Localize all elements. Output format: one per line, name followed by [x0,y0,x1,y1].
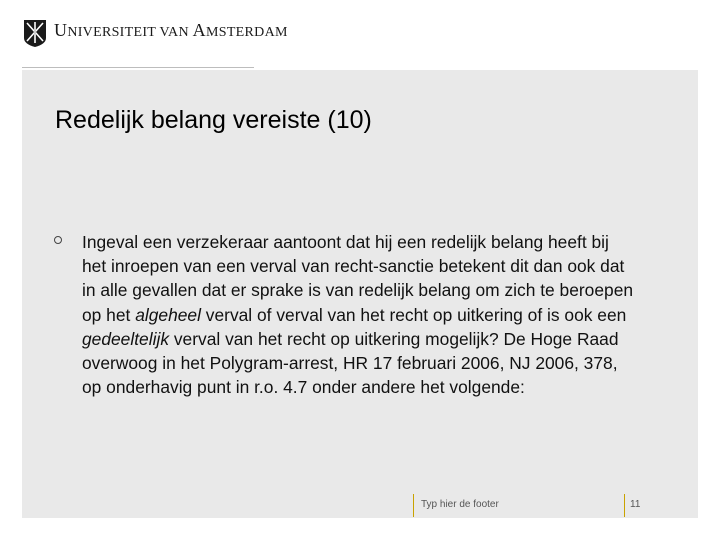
organization-name: UNIVERSITEIT VAN AMSTERDAM [54,20,288,40]
footer-divider-right [624,494,625,517]
header-divider [22,67,254,68]
bullet-text: Ingeval een verzekeraar aantoont dat hij een redelijk belang heeft bij het inroepen van een verval van recht-sanctie betekent dit dan ook dat in alle gevallen dat er sprake is van redelijk belang om zich te beroepen op het algeheel verval of verval van het recht op uitkering of is ook een gedeeltelijk verval van het recht op uitkering mogelijk? De Hoge Raad overwoog in het Polygram-arrest, HR 17 februari 2006, NJ 2006, 378, op onderhavig punt in r.o. 4.7 onder andere het volgende: [82,232,634,398]
page-number: 11 [630,499,641,510]
footer-divider-left [413,494,414,517]
slide-title: Redelijk belang vereiste (10) [55,106,372,134]
uva-crest-icon [24,20,46,47]
bullet-circle-icon [54,236,62,244]
bullet-list [54,230,634,399]
footer-text: Typ hier de footer [421,499,499,510]
header [0,0,720,70]
